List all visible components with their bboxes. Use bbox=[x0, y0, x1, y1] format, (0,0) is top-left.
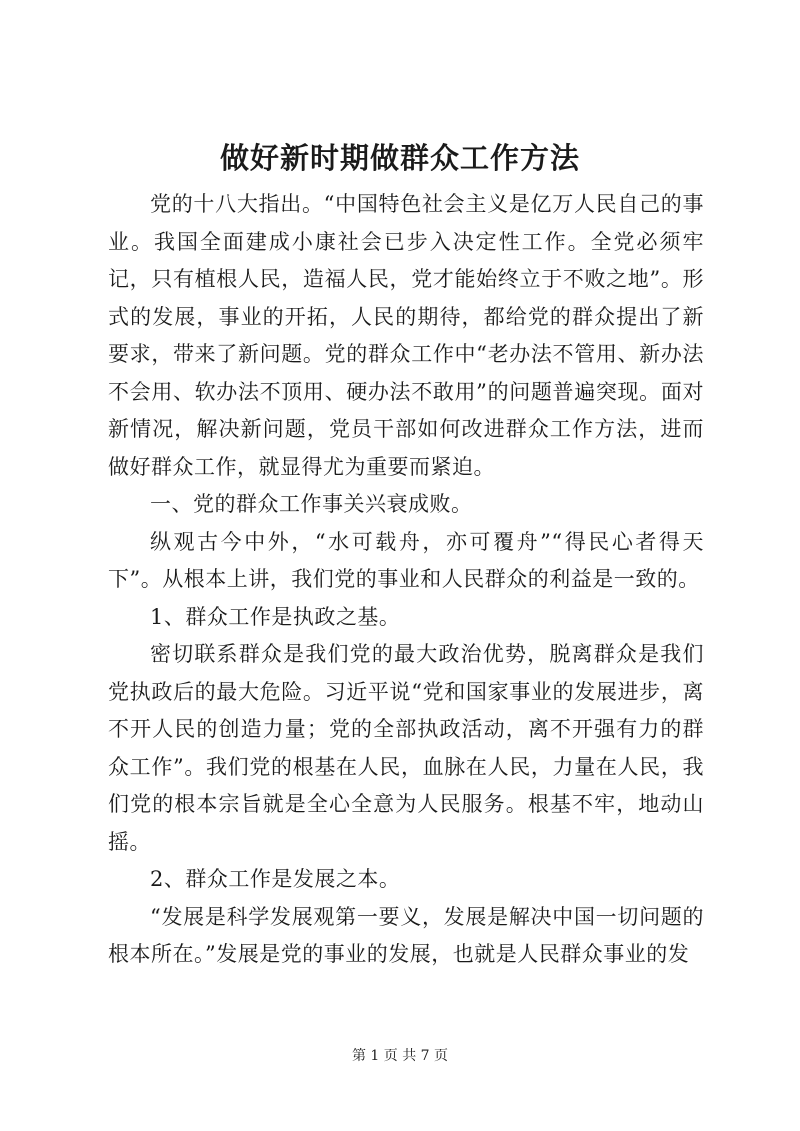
page-number-footer: 第 1 页 共 7 页 bbox=[351, 1048, 449, 1064]
paragraph-subsection-2: “发展是科学发展观第一要义，发展是解决中国一切问题的根本所在。”发展是党的事业的发展，也就是人民群众事业的发 bbox=[108, 904, 704, 966]
document-body bbox=[108, 186, 704, 974]
paragraph-section-1: 纵观古今中外，“水可载舟，亦可覆舟”“得民心者得天下”。从根本上讲，我们党的事业和人民群众的利益是一致的。 bbox=[108, 529, 704, 591]
section-heading-1: 一、党的群众工作事关兴衰成败。 bbox=[150, 492, 473, 516]
document-title: 做好新时期做群众工作方法 bbox=[219, 141, 580, 175]
subheading-2: 2、群众工作是发展之本。 bbox=[150, 867, 401, 891]
paragraph-intro: 党的十八大指出。“中国特色社会主义是亿万人民自己的事业。我国全面建成小康社会已步入决定性工作。全党必须牢记，只有植根人民，造福人民，党才能始终立于不败之地”。形式的发展，事业的开拓，人民的期待，都给党的群众提出了新要求，带来了新问题。党的群众工作中“老办法不管用、新办法不会用、软办法不顶用、硬办法不敢用”的问题普遍突现。面对新情况，解决新问题，党员干部如何改进群众工作方法，进而做好群众工作，就显得尤为重要而紧迫。 bbox=[108, 192, 704, 479]
subheading-1: 1、群众工作是执政之基。 bbox=[150, 604, 401, 629]
paragraph-subsection-1: 密切联系群众是我们党的最大政治优势，脱离群众是我们党执政后的最大危险。习近平说“党和国家事业的发展进步，离不开人民的创造力量；党的全部执政活动，离不开强有力的群众工作”。我们党的根基在人民，血脉在人民，力量在人民，我们党的根本宗旨就是全心全意为人民服务。根基不牢，地动山摇。 bbox=[108, 642, 704, 854]
